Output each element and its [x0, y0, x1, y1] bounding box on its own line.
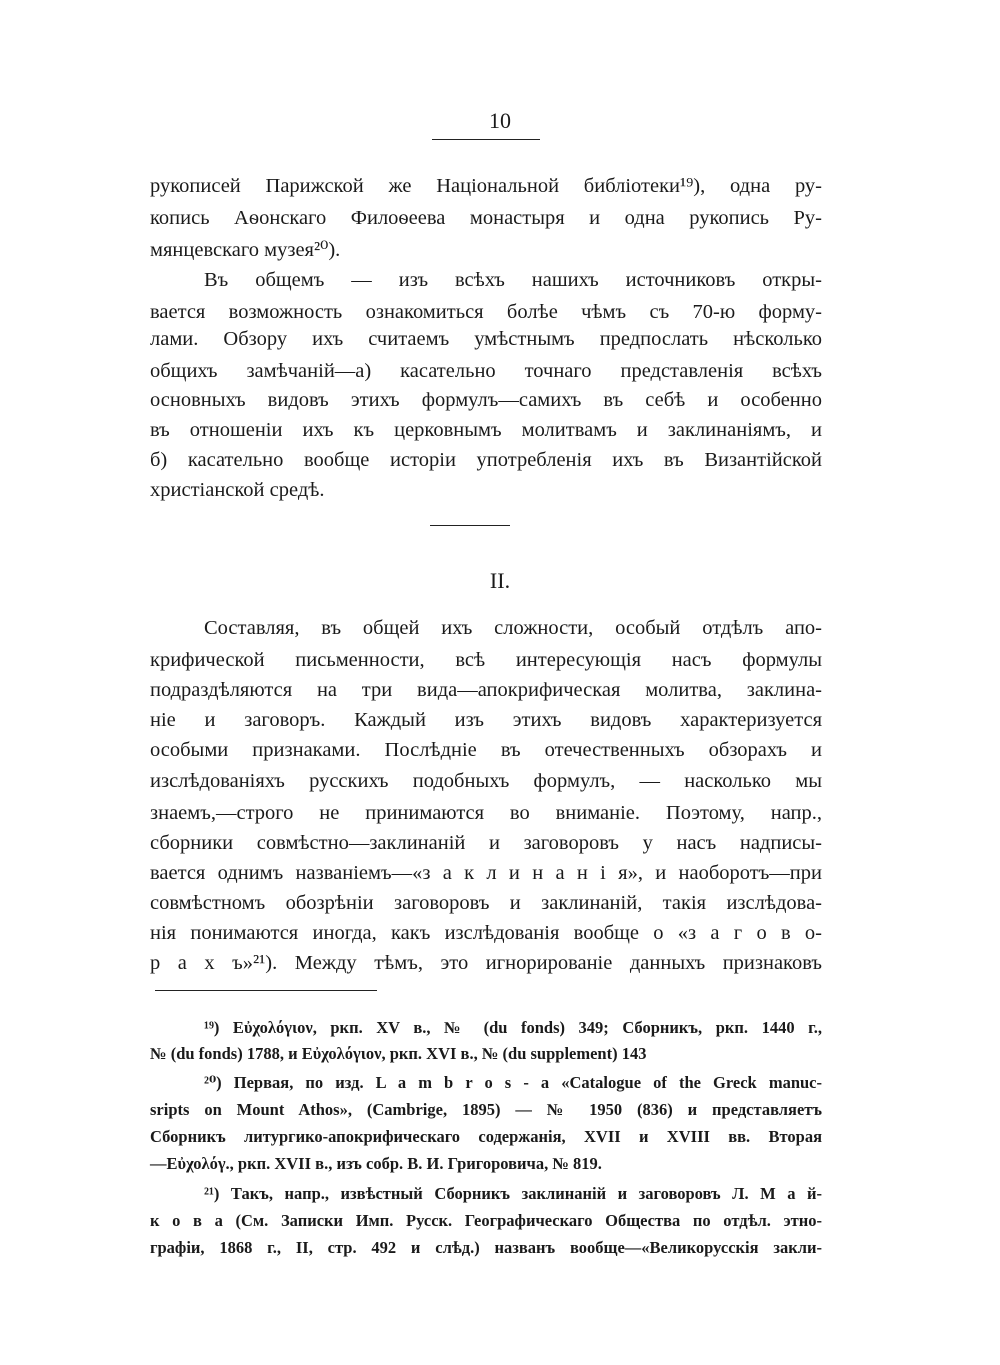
- footnote-separator: [155, 990, 377, 991]
- page-number-rule: [432, 139, 540, 140]
- footnote-line: № (du fonds) 1788, и Εὐχολόγιον, ркп. XVI в., № (du supplement) 143: [150, 1044, 647, 1063]
- text-line: б) касательно вообще исторіи употребленія ихъ въ Византійской: [150, 449, 822, 471]
- text-line: совмѣстномъ обозрѣніи заговоровъ и заклинаній, такія изслѣдова-: [150, 892, 822, 914]
- text-line: изслѣдованіяхъ русскихъ подобныхъ формулъ, — насколько мы: [150, 770, 822, 792]
- text-line: особыми признаками. Послѣдніе въ отечественныхъ обзорахъ и: [150, 739, 822, 761]
- page-number: 10: [489, 108, 511, 133]
- footnote-line: Сборникъ литургико-апокрифическаго содержанія, XVII и XVIII вв. Вторая: [150, 1127, 822, 1146]
- footnote-line: ¹⁹) Εὐχολόγιον, ркп. XV в., № (du fonds) 349; Сборникъ, ркп. 1440 г.,: [204, 1018, 822, 1037]
- footnote-line: ²¹) Такъ, напр., извѣстный Сборникъ заклинаній и заговоровъ Л. М а й-: [204, 1184, 822, 1203]
- text-line: подраздѣляются на три вида—апокрифическая молитва, заклина-: [150, 679, 822, 701]
- text-line: вается однимъ названіемъ—«з а к л и н а н і я», и наоборотъ—при: [150, 862, 822, 884]
- text-line: р а х ъ»²¹). Между тѣмъ, это игнорированіе данныхъ признаковъ: [150, 952, 822, 974]
- text-line: знаемъ,—строго не принимаются во вниманіе. Поэтому, напр.,: [150, 802, 822, 824]
- text-line: нія понимаются иногда, какъ изслѣдованія вообще о «з а г о в о-: [150, 922, 822, 944]
- text-line: Составляя, въ общей ихъ сложности, особый отдѣлъ апо-: [204, 617, 822, 639]
- footnote-line: sripts on Mount Athos», (Cambrige, 1895) — № 1950 (836) и представляетъ: [150, 1100, 822, 1119]
- text-line: мянцевскаго музея²⁰).: [150, 239, 341, 261]
- footnote-line: ²⁰) Первая, по изд. L a m b r o s - a «Catalogue of the Greck manuc-: [204, 1073, 822, 1092]
- text-line: рукописей Парижской же Національной библіотеки¹⁹), одна ру-: [150, 175, 822, 197]
- text-line: ніе и заговоръ. Каждый изъ этихъ видовъ характеризуется: [150, 709, 822, 731]
- text-line: лами. Обзору ихъ считаемъ умѣстнымъ предпослать нѣсколько: [150, 328, 822, 350]
- text-line: крифической письменности, всѣ интересующія насъ формулы: [150, 649, 822, 671]
- text-line: сборники совмѣстно—заклинаній и заговоровъ у насъ надписы-: [150, 832, 822, 854]
- text-line: копись Аѳонскаго Филоѳеева монастыря и одна рукопись Ру-: [150, 207, 822, 229]
- footnote-line: графіи, 1868 г., II, стр. 492 и слѣд.) названъ вообще—«Великорусскія закли-: [150, 1238, 822, 1257]
- text-line: Въ общемъ — изъ всѣхъ нашихъ источниковъ откры-: [204, 269, 822, 291]
- text-line: въ отношеніи ихъ къ церковнымъ молитвамъ и заклинаніямъ, и: [150, 419, 822, 441]
- section-divider: [430, 525, 510, 526]
- footnote-line: —Εὐχολόγ., ркп. XVII в., изъ собр. В. И. Григоровича, № 819.: [150, 1154, 602, 1173]
- text-line: христіанской средѣ.: [150, 479, 325, 501]
- text-line: общихъ замѣчаній—а) касательно точнаго представленія всѣхъ: [150, 360, 822, 382]
- section-heading: II.: [489, 568, 511, 593]
- text-line: вается возможность ознакомиться болѣе чѣмъ съ 70-ю форму-: [150, 301, 822, 323]
- footnote-line: к о в а (См. Записки Имп. Русск. Географическаго Общества по отдѣл. этно-: [150, 1211, 822, 1230]
- text-line: основныхъ видовъ этихъ формулъ—самихъ въ себѣ и особенно: [150, 389, 822, 411]
